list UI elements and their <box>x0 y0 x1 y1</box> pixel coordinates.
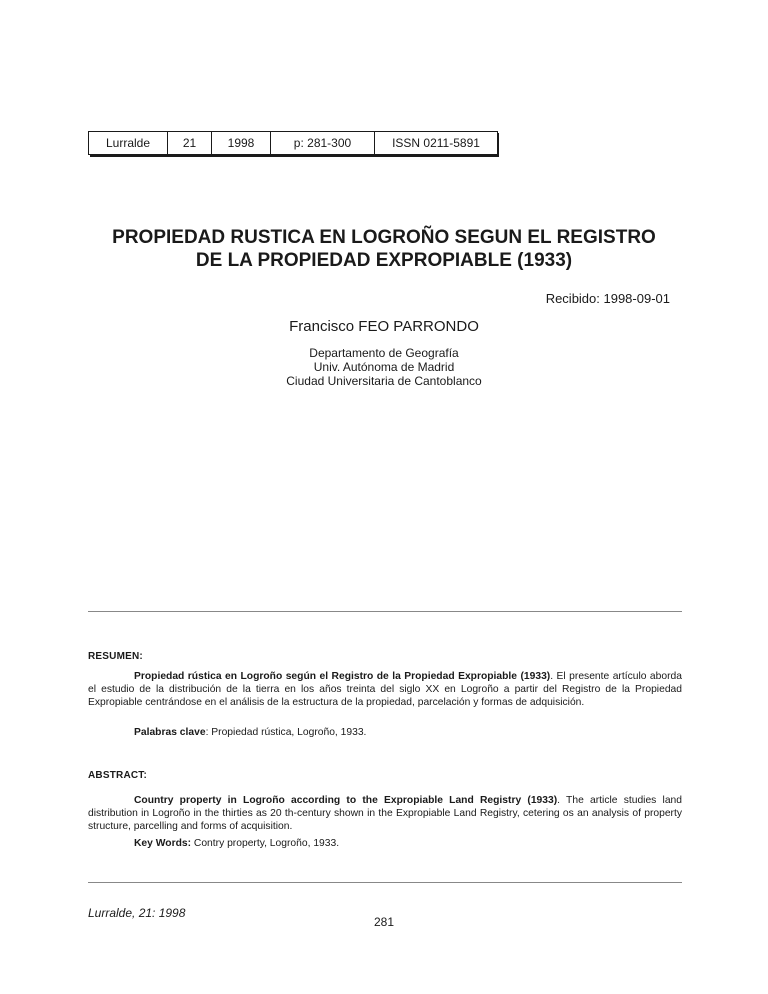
affiliation-line-3: Ciudad Universitaria de Cantoblanco <box>286 374 482 388</box>
volume-cell: 21 <box>168 132 212 155</box>
abstract-paragraph <box>88 794 682 833</box>
issn-cell: ISSN 0211-5891 <box>375 132 498 155</box>
resumen-bold-title: Propiedad rústica en Logroño según el Registro de la Propiedad Expropiable (1933) <box>134 671 551 682</box>
abstract-keywords-text: Contry property, Logroño, 1933. <box>191 838 340 849</box>
bottom-divider <box>88 882 682 883</box>
affiliation <box>0 346 768 388</box>
footer-journal: Lurralde, 21: 1998 <box>88 906 186 920</box>
year-cell: 1998 <box>212 132 271 155</box>
journal-cell: Lurralde <box>89 132 168 155</box>
abstract-keywords <box>134 838 339 849</box>
resumen-keywords-label: Palabras clave <box>134 727 206 738</box>
title-line-1: PROPIEDAD RUSTICA EN LOGROÑO SEGUN EL REGISTRO <box>112 227 656 248</box>
resumen-keywords-text: : Propiedad rústica, Logroño, 1933. <box>205 727 367 738</box>
received-date: Recibido: 1998-09-01 <box>545 291 670 306</box>
article-title <box>60 226 708 272</box>
abstract-keywords-label: Key Words: <box>134 838 192 849</box>
resumen-paragraph <box>88 670 682 709</box>
resumen-keywords <box>134 727 366 738</box>
pages-cell: p: 281-300 <box>271 132 375 155</box>
affiliation-line-1: Departamento de Geografía <box>309 346 459 360</box>
top-divider <box>88 611 682 612</box>
affiliation-line-2: Univ. Autónoma de Madrid <box>313 360 455 374</box>
abstract-bold-title: Country property in Logroño according to the Expropiable Land Registry (1933) <box>134 795 558 806</box>
resumen-text: . El presente artículo aborda el estudio de la distribución de la tierra en los años treinta del siglo XX en Logroño a partir del Registro de la Propiedad Expropiable centrándose en el análisis de la estructura de la propiedad, parcelación y formas de adquisición. <box>88 671 682 708</box>
reference-table <box>88 131 498 155</box>
title-line-2: DE LA PROPIEDAD EXPROPIABLE (1933) <box>195 250 573 271</box>
page-number: 281 <box>373 915 395 929</box>
abstract-heading: ABSTRACT: <box>88 770 148 781</box>
abstract-text: . The article studies land distribution in Logroño in the thirties as 20 th-century shown in the Expropiable Land Registry, cetering os an analysis of property structure, parcelling and forms of acquisition. <box>88 795 683 832</box>
resumen-heading: RESUMEN: <box>88 651 143 662</box>
author-name: Francisco FEO PARRONDO <box>289 318 479 335</box>
